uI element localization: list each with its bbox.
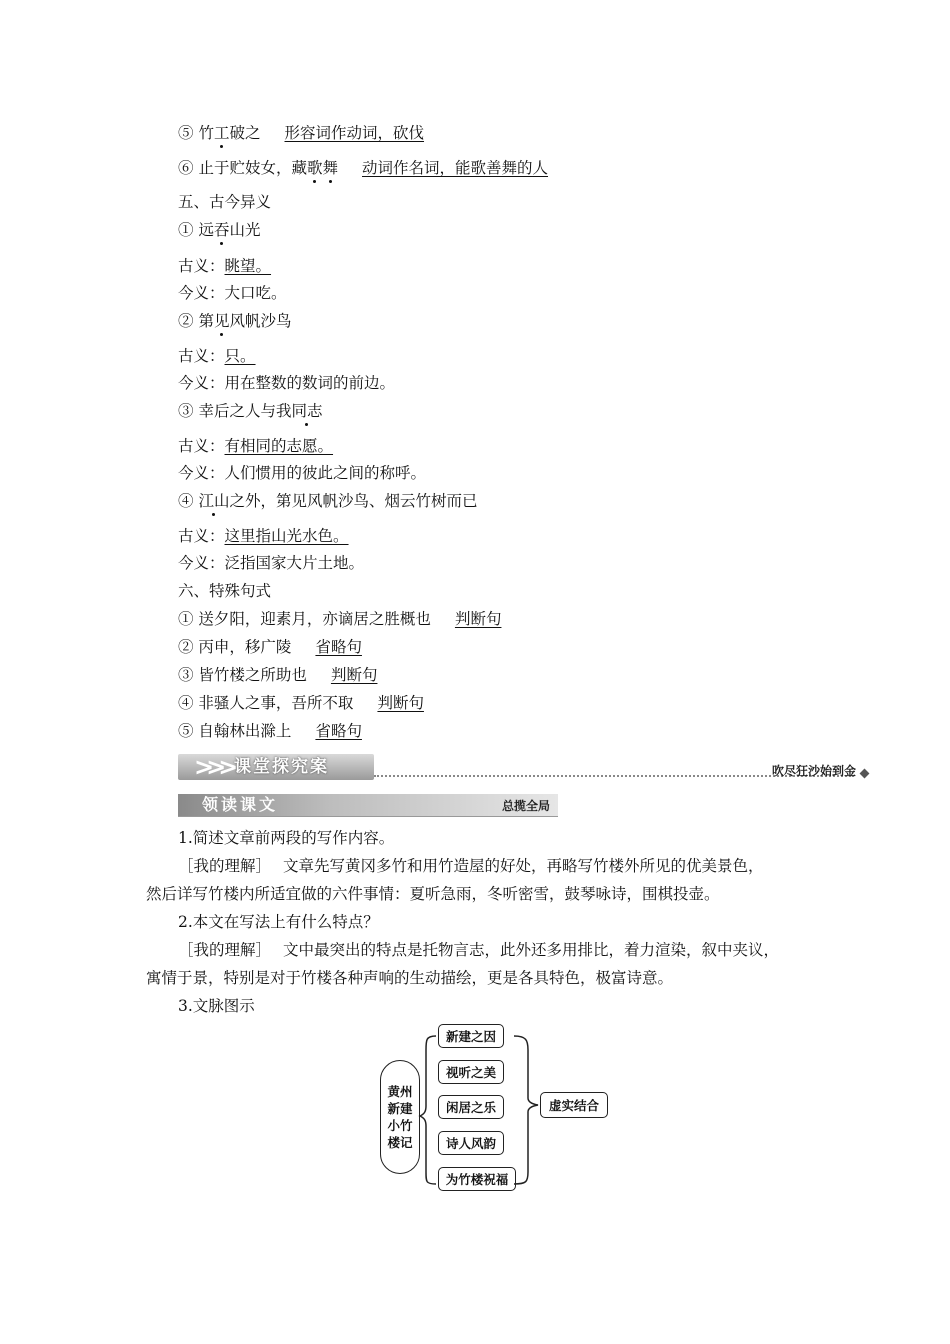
root-text: 小竹 <box>387 1118 413 1133</box>
diagram-node: 诗人风韵 <box>438 1131 504 1155</box>
banner-subtitle: 总揽全局 <box>501 799 550 813</box>
question-line <box>178 219 261 241</box>
answer-underlined: 形容词作动词，砍伐 <box>284 124 425 142</box>
item-text: ④ 非骚人之事，吾所不取 <box>178 694 354 712</box>
answer-underlined: 判断句 <box>454 610 502 628</box>
answer-underlined: 省略句 <box>315 638 362 656</box>
item-row <box>178 122 424 144</box>
answer-2-line1 <box>178 939 779 961</box>
answer-underlined: 有相同的志愿。 <box>224 437 334 455</box>
gu-yi-line <box>178 255 271 277</box>
answer-underlined: 只。 <box>224 347 256 365</box>
item-text: ② 丙申，移广陵 <box>178 638 292 656</box>
answer-underlined: 判断句 <box>330 666 378 684</box>
subsection-banner <box>178 794 558 818</box>
sentence-item <box>178 636 362 658</box>
sentence-item <box>178 664 377 686</box>
item-number: ② <box>178 312 194 330</box>
chevron-icon: >>> <box>194 753 231 781</box>
item-text: ⑤ 自翰林出滁上 <box>178 722 292 740</box>
section-banner <box>178 752 868 784</box>
item-number: ① <box>178 221 194 239</box>
jin-yi-line: 今义：用在整数的数词的前边。 <box>178 374 396 392</box>
answer-1-line2: 然后详写竹楼内所适宜做的六件事情：夏听急雨，冬听密雪，鼓琴咏诗，围棋投壶。 <box>146 885 720 903</box>
item-number: ④ <box>178 492 194 510</box>
dotted-char: 同志 <box>291 402 323 420</box>
answer-underlined: 省略句 <box>315 722 362 740</box>
question-2: 2.本文在写法上有什么特点？ <box>178 913 379 931</box>
section-heading: 六、特殊句式 <box>178 582 272 600</box>
root-text: 黄州 <box>387 1084 413 1099</box>
diagram-node: 闲居之乐 <box>438 1095 504 1119</box>
dotted-char: 舞 <box>322 159 338 177</box>
gu-yi-line <box>178 525 349 547</box>
answer-label: ［我的理解］ <box>178 941 272 959</box>
item-text: 第 <box>198 312 214 330</box>
item-text: 竹 <box>198 124 214 142</box>
answer-underlined: 眺望。 <box>224 257 272 275</box>
item-text: 远 <box>198 221 214 239</box>
item-number: ⑥ <box>178 159 194 177</box>
root-text: 楼记 <box>387 1135 413 1150</box>
item-text: 之外，第见风帆沙鸟、烟云竹树而已 <box>229 492 478 510</box>
banner-title: 课堂探究案 <box>234 757 329 777</box>
section-heading: 五、古今异义 <box>178 193 272 211</box>
item-text: ① 送夕阳，迎素月，亦谪居之胜概也 <box>178 610 431 628</box>
structure-diagram <box>380 1020 630 1196</box>
diagram-node: 为竹楼祝福 <box>438 1167 516 1191</box>
banner-title: 领读课文 <box>202 795 279 814</box>
item-text: 风帆沙鸟 <box>229 312 292 330</box>
item-text: 幸后之人与我 <box>198 402 292 420</box>
dotted-char: 见 <box>213 312 230 330</box>
jin-yi-line: 今义：泛指国家大片土地。 <box>178 554 365 572</box>
question-line <box>178 310 292 332</box>
item-text: 止于贮妓女，藏 <box>198 159 307 177</box>
answer-text: 文章先写黄冈多竹和用竹造屋的好处，再略写竹楼外所见的优美景色， <box>283 857 764 875</box>
gu-label: 古义： <box>178 437 225 455</box>
diamond-icon <box>860 769 870 779</box>
question-line <box>178 490 477 512</box>
gu-label: 古义： <box>178 527 225 545</box>
item-number: ③ <box>178 402 194 420</box>
gu-yi-line <box>178 435 333 457</box>
banner-motto: 吹尽狂沙始到金 <box>771 764 856 778</box>
question-3: 3.文脉图示 <box>178 997 255 1015</box>
jin-yi-line: 今义：人们惯用的彼此之间的称呼。 <box>178 464 427 482</box>
answer-text: 文中最突出的特点是托物言志，此外还多用排比，着力渲染，叙中夹议， <box>283 941 780 959</box>
root-text: 新建 <box>387 1101 413 1116</box>
answer-2-line2: 寓情于景，特别是对于竹楼各种声响的生动描绘，更是各具特色，极富诗意。 <box>146 969 674 987</box>
answer-underlined: 动词作名词，能歌善舞的人 <box>362 159 549 177</box>
divider <box>178 816 558 817</box>
item-row <box>178 157 548 179</box>
diagram-result-node: 虚实结合 <box>540 1092 608 1118</box>
answer-1-line1 <box>178 855 764 877</box>
diagram-node: 视听之美 <box>438 1060 504 1084</box>
gu-label: 古义： <box>178 347 225 365</box>
jin-yi-line: 今义：大口吃。 <box>178 284 287 302</box>
root-node <box>380 1060 420 1174</box>
answer-label: ［我的理解］ <box>178 857 272 875</box>
sentence-item <box>178 692 424 714</box>
dotted-char: 工 <box>213 124 230 142</box>
answer-underlined: 这里指山光水色。 <box>224 527 349 545</box>
answer-underlined: 判断句 <box>377 694 424 712</box>
gu-yi-line <box>178 345 256 367</box>
dotted-char: 吞 <box>213 221 230 239</box>
sentence-item <box>178 608 501 630</box>
diagram-node: 新建之因 <box>438 1024 504 1048</box>
sentence-item <box>178 720 362 742</box>
dotted-char: 江山 <box>198 492 230 510</box>
question-line <box>178 400 322 422</box>
item-text: 破之 <box>229 124 261 142</box>
dotted-char: 歌 <box>306 159 323 177</box>
item-text: ③ 皆竹楼之所助也 <box>178 666 307 684</box>
question-1: 1.简述文章前两段的写作内容。 <box>178 829 395 847</box>
gu-label: 古义： <box>178 257 225 275</box>
item-number: ⑤ <box>178 124 194 142</box>
item-text: 山光 <box>229 221 261 239</box>
